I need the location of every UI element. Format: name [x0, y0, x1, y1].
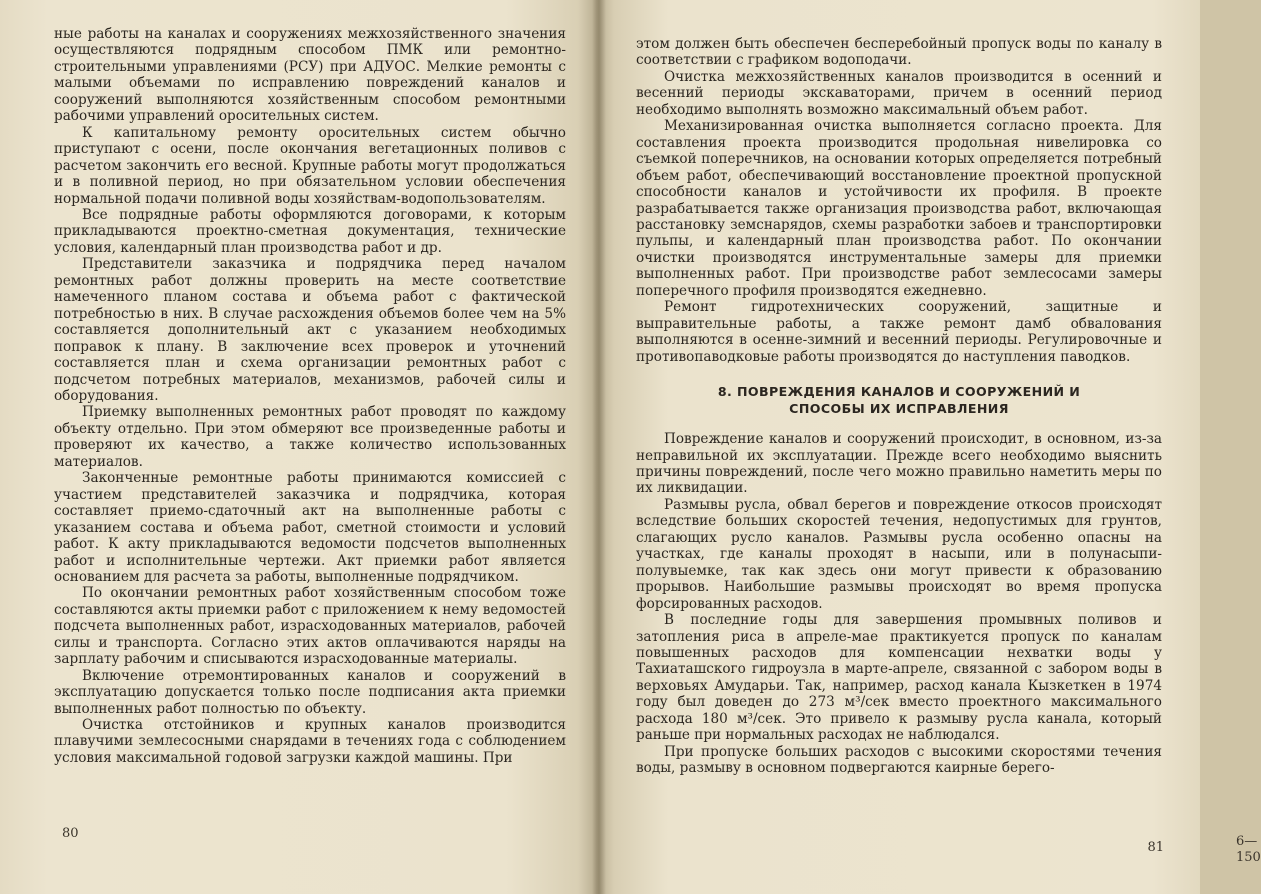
- right-paragraph-4: Ремонт гидротехнических сооружений, защитные и выправительные работы, а также ремонт дамб обвалования выполняются в осенне-зимний и весенний периоды. Регулировочные и противопаводковые работы производятся до наступления паводков.: [636, 299, 1162, 365]
- right-page-text: [636, 36, 1162, 777]
- section-heading-line-1: 8. ПОВРЕЖДЕНИЯ КАНАЛОВ И СООРУЖЕНИЙ И: [717, 384, 1081, 400]
- left-page: [0, 0, 596, 894]
- left-paragraph-8: Включение отремонтированных каналов и сооружений в эксплуатацию допускается только после подписания акта приемки выполненных работ полностью по объекту.: [54, 667, 566, 717]
- section-heading: [636, 383, 1162, 417]
- left-page-text: [54, 26, 566, 766]
- book-gutter: [592, 0, 606, 894]
- left-paragraph-2: К капитальному ремонту оросительных систем обычно приступают с осени, после окончания вегетационных поливов с расчетом закончить его весной. Крупные работы могут продолжаться и в поливной период, но при обязательном условии обеспечения нормальной подачи поливной воды хозяйствам-водопользователям.: [54, 124, 566, 207]
- printer-signature: 6—150: [1236, 834, 1261, 866]
- right-paragraph-6: Размывы русла, обвал берегов и повреждение откосов происходят вследствие больших скоростей течения, недопустимых для грунтов, слагающих русло каналов. Размывы русла особенно опасны на участках, где каналы проходят в насыпи, или в полунасыпи-полувыемке, так как здесь они могут привести к образованию прорывов. Наибольшие размывы происходят во время пропуска форсированных расходов.: [636, 496, 1162, 612]
- right-paragraph-1: этом должен быть обеспечен бесперебойный пропуск воды по каналу в соответствии с графиком водоподачи.: [636, 36, 1162, 69]
- right-paragraph-8: При пропуске больших расходов с высокими скоростями течения воды, размыву в основном подвергаются каирные берего-: [636, 743, 1162, 777]
- left-paragraph-4: Представители заказчика и подрядчика перед началом ремонтных работ должны проверить на месте соответствие намеченного планом состава и объема работ с фактической потребностью в них. В случае расхождения объемов более чем на 5% составляется дополнительный акт с указанием необходимых поправок к плану. В заключение всех проверок и уточнений составляется план и схема организации ремонтных работ с подсчетом потребных материалов, механизмов, рабочей силы и оборудования.: [54, 256, 566, 404]
- left-page-number: 80: [62, 826, 79, 841]
- right-paragraph-5: Повреждение каналов и сооружений происходит, в основном, из-за неправильной их эксплуатации. Прежде всего необходимо выяснить причины повреждений, после чего можно правильно наметить меры по их ликвидации.: [636, 431, 1162, 497]
- right-paragraph-7: В последние годы для завершения промывных поливов и затопления риса в апреле-мае практикуется пропуск по каналам повышенных расходов для компенсации нехватки воды у Тахиаташского гидроузла в марте-апреле, связанной с забором воды в верховьях Амударьи. Так, например, расход канала Кызкеткен в 1974 году был доведен до 273 м³/сек вместо проектного максимального расхода 180 м³/сек. Это привело к размыву русла канала, который раньше при нормальных расходах не наблюдался.: [636, 612, 1162, 744]
- left-paragraph-5: Приемку выполненных ремонтных работ проводят по каждому объекту отдельно. При этом обмеряют все произведенные работы и проверяют их качество, а также количество использованных материалов.: [54, 404, 566, 470]
- left-paragraph-6: Законченные ремонтные работы принимаются комиссией с участием представителей заказчика и подрядчика, которая составляет приемо-сдаточный акт на выполненные работы с указанием состава и объема работ, сметной стоимости и условий работ. К акту прикладываются ведомости подсчетов выполненных работ и исполнительные чертежи. Акт приемки работ является основанием для расчета за работы, выполненные подрядчиком.: [54, 470, 566, 585]
- left-paragraph-3: Все подрядные работы оформляются договорами, к которым прикладываются проектно-сметная документация, технические условия, календарный план производства работ и др.: [54, 206, 566, 256]
- left-paragraph-7: По окончании ремонтных работ хозяйственным способом тоже составляются акты приемки работ с приложением к нему ведомостей подсчета выполненных работ, израсходованных материалов, рабочей силы и транспорта. Согласно этих актов оплачиваются наряды на зарплату рабочим и списываются израсходованные материалы.: [54, 585, 566, 668]
- right-paragraph-3: Механизированная очистка выполняется согласно проекта. Для составления проекта производится продольная нивелировка со съемкой поперечников, на основании которых определяется потребный объем работ, обеспечивающий восстановление проектной пропускной способности каналов и устойчивости их профиля. В проекте разрабатывается также организация производства работ, включающая расстановку земснарядов, схемы разработки забоев и транспортировки пульпы, и календарный план производства работ. По окончании очистки производятся инструментальные замеры для приемки выполненных работ. При производстве работ землесосами замеры поперечного профиля производятся ежедневно.: [636, 118, 1162, 299]
- left-paragraph-1: ные работы на каналах и сооружениях межхозяйственного значения осуществляются подрядным способом ПМК или ремонтно-строительными управлениями (РСУ) при АДУОС. Мелкие ремонты с малыми объемами по исправлению повреждений каналов и сооружений выполняются хозяйственным способом ремонтными рабочими управлений оросительных систем.: [54, 26, 566, 125]
- right-page: [596, 0, 1261, 894]
- section-heading-line-2: СПОСОБЫ ИХ ИСПРАВЛЕНИЯ: [789, 401, 1009, 417]
- right-paragraph-2: Очистка межхозяйственных каналов производится в осенний и весенний периоды экскаваторами, причем в осенний период необходимо выполнять возможно максимальный объем работ.: [636, 68, 1162, 118]
- right-page-number: 81: [1147, 840, 1164, 855]
- left-paragraph-9: Очистка отстойников и крупных каналов производится плавучими землесосными снарядами в течениях года с соблюдением условия максимальной годовой загрузки каждой машины. При: [54, 717, 566, 766]
